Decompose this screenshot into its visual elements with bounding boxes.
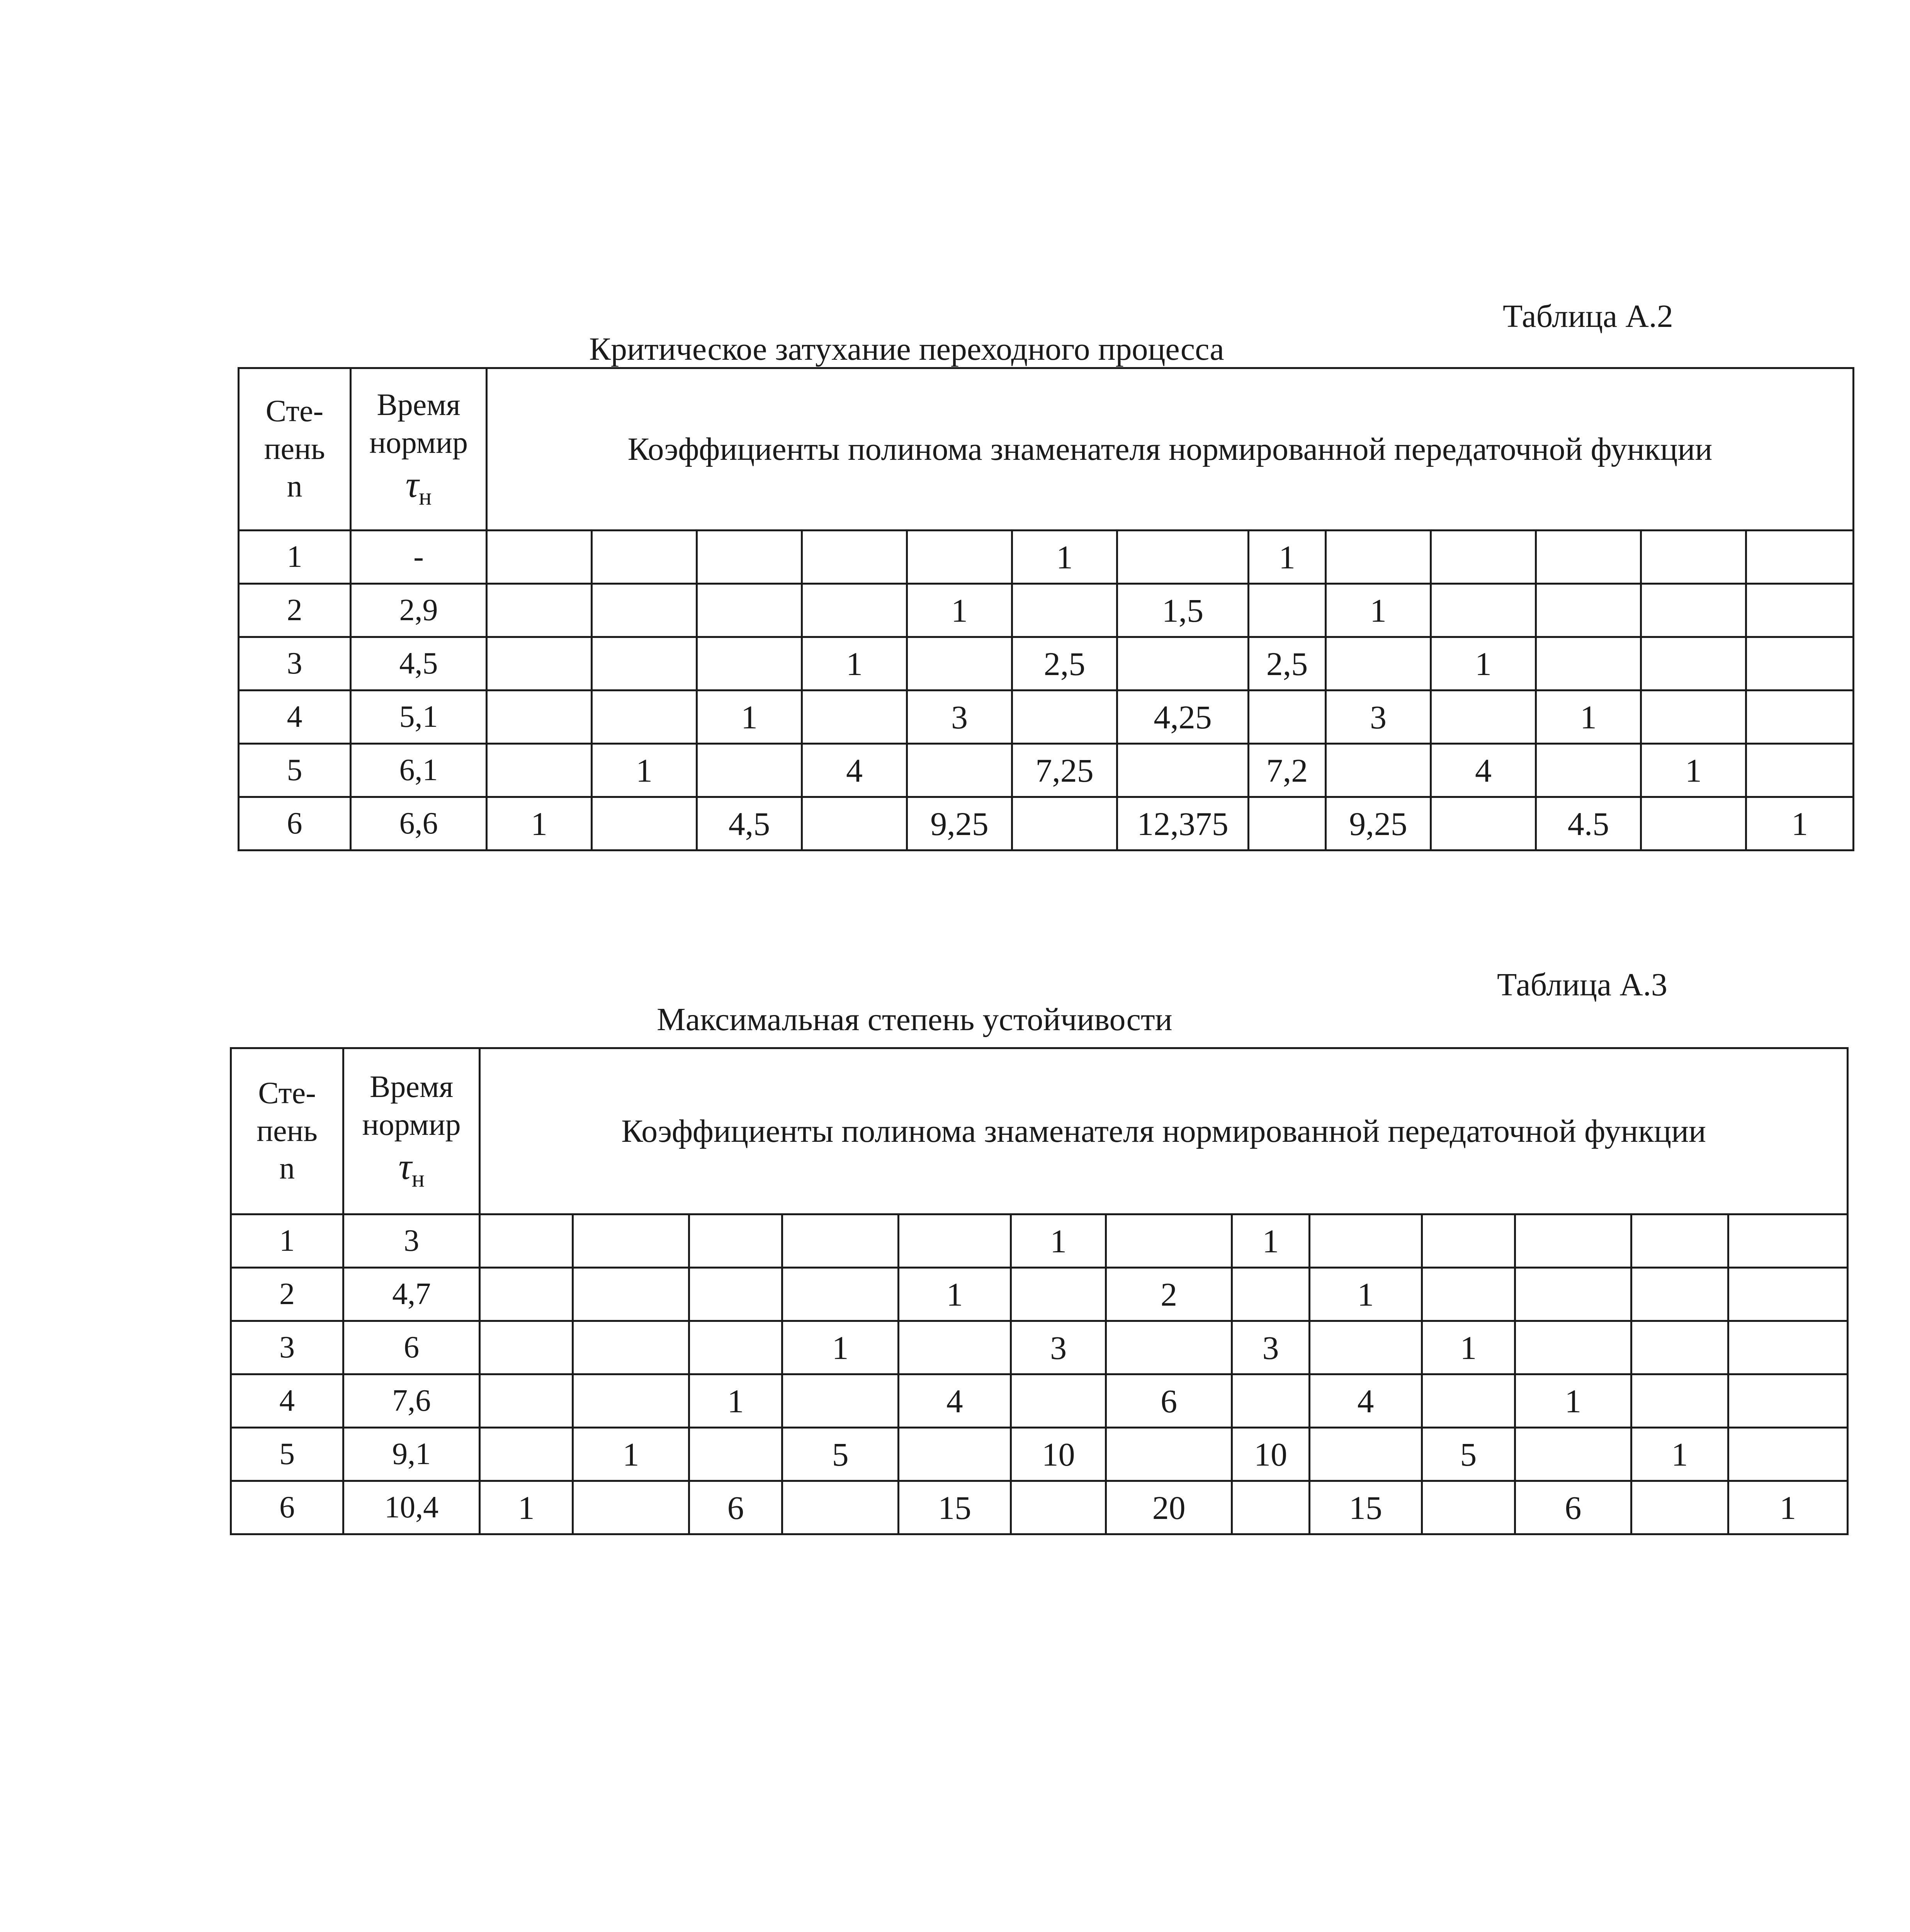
coefficient-cell: 6 [1515,1481,1631,1534]
degree-cell: 5 [231,1428,343,1481]
coefficient-cell [487,637,592,690]
coefficient-cell [1431,584,1536,637]
coefficient-cell [1422,1268,1515,1321]
coefficient-cell [1631,1481,1728,1534]
time-cell: 6,6 [351,797,487,850]
coefficient-cell: 4 [802,744,907,797]
coefficient-cell [1011,1374,1106,1428]
coefficient-cell: 1 [899,1268,1011,1321]
time-header [351,368,487,531]
coefficient-cell [689,1428,782,1481]
coefficient-cell [1536,531,1641,584]
tau-subscript: н [419,484,432,510]
coefficient-cell [480,1214,573,1268]
coefficient-cell [1309,1214,1422,1268]
coefficient-cell [782,1214,899,1268]
table-row [231,1268,1848,1321]
coefficient-cell [573,1321,689,1374]
coefficient-cell: 7,2 [1249,744,1326,797]
coefficient-cell [1249,797,1326,850]
coefficient-cell [1746,690,1854,744]
table-row [239,531,1854,584]
coefficient-cell [592,690,697,744]
coefficient-cell: 6 [1106,1374,1232,1428]
coefficient-cell [1117,531,1249,584]
coefficient-cell: 1 [1232,1214,1310,1268]
coefficient-cell: 9,25 [1326,797,1431,850]
coefficient-cell [480,1268,573,1321]
degree-cell: 5 [239,744,351,797]
time-cell: 2,9 [351,584,487,637]
coefficient-cell [1106,1428,1232,1481]
coefficient-cell [1536,584,1641,637]
coefficient-cell [1515,1428,1631,1481]
coefficient-cell: 9,25 [907,797,1012,850]
coefficient-cell [1536,744,1641,797]
tau-symbol [344,1144,479,1194]
degree-header-line-2: пень [257,1114,318,1148]
coefficient-cell [689,1321,782,1374]
coefficient-cell: 1 [697,690,802,744]
coefficient-cell: 1 [480,1481,573,1534]
coefficient-cell: 3 [907,690,1012,744]
coefficient-cell: 6 [689,1481,782,1534]
coefficient-cell [480,1374,573,1428]
coefficient-cell [782,1268,899,1321]
coefficient-cell: 1 [1249,531,1326,584]
table-a3-title: Максимальная степень устойчивости [657,1002,1173,1037]
coefficient-cell [689,1268,782,1321]
coefficient-cell [899,1428,1011,1481]
coefficient-cell [487,584,592,637]
degree-header-line-3: n [287,469,302,504]
coefficient-cell [573,1481,689,1534]
coefficient-cell: 4 [1431,744,1536,797]
table-row [231,1214,1848,1268]
coefficient-cell [1631,1268,1728,1321]
coefficient-cell: 1 [782,1321,899,1374]
coefficient-cell [1728,1428,1847,1481]
coefficient-cell [1728,1214,1847,1268]
coefficient-cell [1746,531,1854,584]
coefficient-cell [1232,1374,1310,1428]
coefficient-cell [1326,637,1431,690]
degree-cell: 6 [239,797,351,850]
coefficient-cell [802,584,907,637]
coefficient-cell: 10 [1232,1428,1310,1481]
coefficient-cell [1422,1214,1515,1268]
coefficient-cell [592,637,697,690]
time-cell: 6,1 [351,744,487,797]
degree-header-line-3: n [279,1151,295,1186]
table-row [239,797,1854,850]
coefficient-cell [1309,1428,1422,1481]
time-cell: 9,1 [343,1428,480,1481]
coefficient-cell: 4.5 [1536,797,1641,850]
table-row [231,1374,1848,1428]
coefficient-cell [802,531,907,584]
coefficient-cell [1728,1268,1847,1321]
coefficient-cell: 1 [1422,1321,1515,1374]
coefficient-cell [1631,1374,1728,1428]
coefficient-cell [697,744,802,797]
coefficient-cell [1641,797,1746,850]
coefficient-cell [899,1214,1011,1268]
time-header-line-1: Время [370,1070,454,1104]
coefficient-cell: 1 [1641,744,1746,797]
table-a3 [230,1047,1849,1535]
degree-cell: 4 [239,690,351,744]
coefficient-cell: 3 [1326,690,1431,744]
table-row [239,690,1854,744]
time-cell: 10,4 [343,1481,480,1534]
time-cell: - [351,531,487,584]
time-header-line-2: нормир [362,1107,461,1142]
coefficient-cell [1012,797,1117,850]
coefficient-cell [1536,637,1641,690]
coefficient-cell: 1 [1012,531,1117,584]
table-row [239,584,1854,637]
degree-header-line-1: Сте- [265,394,324,429]
table-header-row [239,368,1854,531]
coefficient-cell [1746,637,1854,690]
coefficient-cell [487,690,592,744]
coefficient-cell [907,637,1012,690]
degree-header-line-1: Сте- [258,1076,316,1111]
coefficient-cell: 15 [1309,1481,1422,1534]
table-row [231,1321,1848,1374]
table-row [239,744,1854,797]
coefficient-cell [1232,1268,1310,1321]
coefficient-cell: 20 [1106,1481,1232,1534]
coefficient-cell [1631,1214,1728,1268]
table-a2-title: Критическое затухание переходного процесса [589,331,1224,367]
degree-cell: 2 [231,1268,343,1321]
coefficient-cell [907,531,1012,584]
table-a2-body [239,368,1854,850]
coefficient-cell [592,797,697,850]
coefficient-cell [1106,1214,1232,1268]
coefficient-cell [487,744,592,797]
coefficient-cell [1326,744,1431,797]
coefficient-cell [1117,637,1249,690]
coefficient-cell [1641,584,1746,637]
coefficient-cell: 5 [782,1428,899,1481]
coefficient-cell [1728,1321,1847,1374]
coefficient-cell: 1 [1536,690,1641,744]
coefficient-cell [1249,584,1326,637]
coefficient-cell [1728,1374,1847,1428]
coefficient-cell: 15 [899,1481,1011,1534]
tau-symbol [352,462,486,512]
coefficient-cell: 10 [1011,1428,1106,1481]
coefficient-cell: 2,5 [1012,637,1117,690]
coefficient-cell [1232,1481,1310,1534]
coefficient-cell [1326,531,1431,584]
time-cell: 6 [343,1321,480,1374]
coefficient-cell [1309,1321,1422,1374]
coefficient-cell [1746,584,1854,637]
coefficient-cell [1117,744,1249,797]
coefficient-cell: 1 [573,1428,689,1481]
coefficient-cell [592,584,697,637]
coefficients-header: Коэффициенты полинома знаменателя нормированной передаточной функции [480,1048,1848,1214]
coefficient-cell [1422,1374,1515,1428]
coefficient-cell [697,584,802,637]
tau-letter: τ [405,464,419,505]
coefficient-cell: 1 [1326,584,1431,637]
coefficient-cell: 3 [1232,1321,1310,1374]
coefficient-cell [480,1428,573,1481]
coefficient-cell: 1 [1431,637,1536,690]
time-cell: 4,5 [351,637,487,690]
coefficient-cell: 1 [1011,1214,1106,1268]
coefficient-cell [1106,1321,1232,1374]
coefficient-cell: 4 [899,1374,1011,1428]
coefficient-cell: 1 [1515,1374,1631,1428]
coefficient-cell [1422,1481,1515,1534]
table-row [231,1481,1848,1534]
coefficient-cell [1012,584,1117,637]
coefficient-cell: 1 [689,1374,782,1428]
coefficient-cell [573,1374,689,1428]
degree-header-line-2: пень [264,432,325,466]
coefficient-cell: 1 [1309,1268,1422,1321]
coefficient-cell [480,1321,573,1374]
degree-header [239,368,351,531]
coefficient-cell [487,531,592,584]
coefficient-cell: 7,25 [1012,744,1117,797]
time-cell: 7,6 [343,1374,480,1428]
time-cell: 3 [343,1214,480,1268]
coefficient-cell [1515,1214,1631,1268]
coefficient-cell: 1 [907,584,1012,637]
coefficient-cell [1641,637,1746,690]
coefficient-cell: 1 [802,637,907,690]
coefficient-cell [1431,690,1536,744]
coefficient-cell [1515,1268,1631,1321]
degree-cell: 6 [231,1481,343,1534]
coefficient-cell: 2 [1106,1268,1232,1321]
coefficient-cell [1641,690,1746,744]
coefficient-cell [782,1481,899,1534]
coefficient-cell: 4,25 [1117,690,1249,744]
coefficient-cell: 1 [487,797,592,850]
coefficient-cell: 4 [1309,1374,1422,1428]
time-cell: 5,1 [351,690,487,744]
coefficient-cell [1641,531,1746,584]
time-header [343,1048,480,1214]
coefficient-cell [802,797,907,850]
coefficient-cell [782,1374,899,1428]
coefficient-cell [573,1214,689,1268]
coefficient-cell: 1,5 [1117,584,1249,637]
time-header-line-2: нормир [369,425,468,460]
table-a3-body [231,1048,1848,1534]
coefficient-cell: 2,5 [1249,637,1326,690]
coefficient-cell: 12,375 [1117,797,1249,850]
time-header-line-1: Время [377,388,461,422]
coefficient-cell [573,1268,689,1321]
table-a2 [238,367,1854,851]
degree-cell: 1 [239,531,351,584]
table-row [239,637,1854,690]
degree-cell: 3 [231,1321,343,1374]
coefficient-cell: 4,5 [697,797,802,850]
coefficient-cell [697,637,802,690]
degree-header [231,1048,343,1214]
coefficient-cell: 1 [592,744,697,797]
coefficient-cell [802,690,907,744]
tau-letter: τ [398,1146,412,1187]
degree-cell: 1 [231,1214,343,1268]
coefficient-cell [697,531,802,584]
degree-cell: 2 [239,584,351,637]
table-row [231,1428,1848,1481]
coefficient-cell [899,1321,1011,1374]
coefficient-cell [1631,1321,1728,1374]
coefficient-cell [1011,1481,1106,1534]
coefficient-cell [1515,1321,1631,1374]
degree-cell: 4 [231,1374,343,1428]
time-cell: 4,7 [343,1268,480,1321]
coefficient-cell [689,1214,782,1268]
coefficient-cell: 1 [1728,1481,1847,1534]
coefficient-cell [1011,1268,1106,1321]
coefficients-header: Коэффициенты полинома знаменателя нормированной передаточной функции [487,368,1854,531]
tau-subscript: н [411,1166,425,1192]
coefficient-cell: 3 [1011,1321,1106,1374]
coefficient-cell [1012,690,1117,744]
coefficient-cell [1431,797,1536,850]
table-header-row [231,1048,1848,1214]
coefficient-cell [907,744,1012,797]
coefficient-cell: 5 [1422,1428,1515,1481]
coefficient-cell: 1 [1746,797,1854,850]
coefficient-cell [1746,744,1854,797]
coefficient-cell [1249,690,1326,744]
degree-cell: 3 [239,637,351,690]
coefficient-cell: 1 [1631,1428,1728,1481]
coefficient-cell [1431,531,1536,584]
table-a3-number: Таблица А.3 [1497,967,1667,1003]
coefficient-cell [592,531,697,584]
table-a2-number: Таблица А.2 [1503,298,1673,334]
